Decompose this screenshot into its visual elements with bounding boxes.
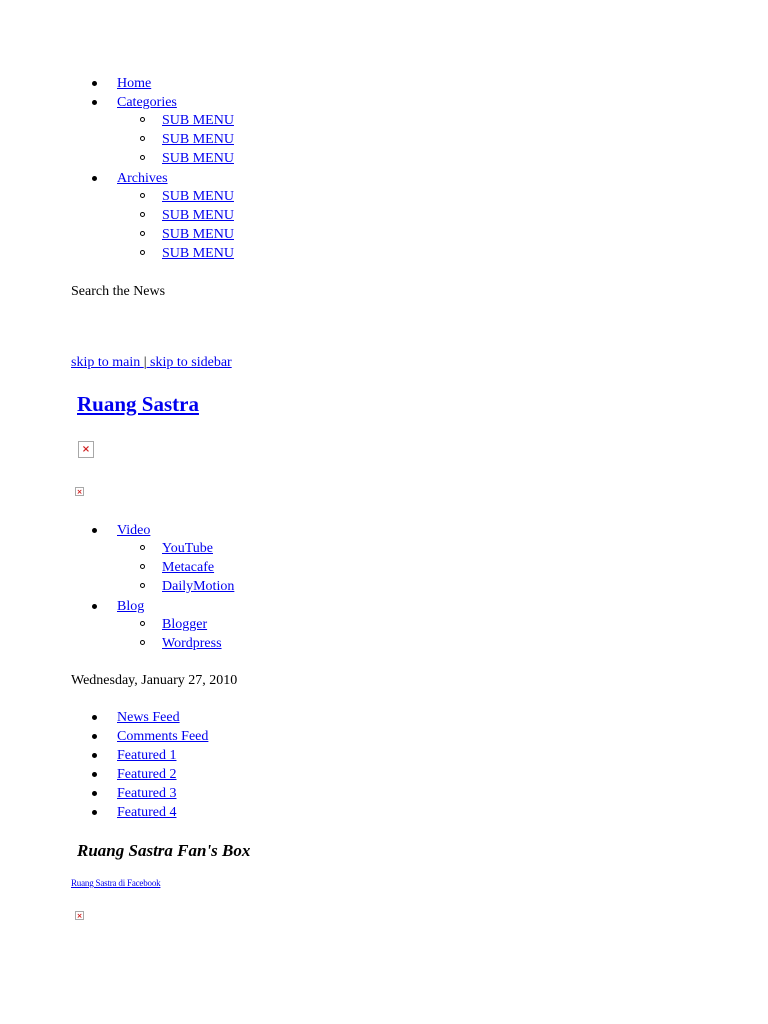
feed-link-comments[interactable]: Comments Feed: [117, 729, 209, 744]
bullet-icon: [92, 715, 97, 720]
circle-bullet-icon: [140, 545, 145, 550]
broken-image-icon: ×: [78, 441, 94, 458]
circle-bullet-icon: [140, 564, 145, 569]
nav-link-video[interactable]: Video: [117, 523, 151, 538]
circle-bullet-icon: [140, 136, 145, 141]
circle-bullet-icon: [140, 212, 145, 217]
skip-to-sidebar-link[interactable]: skip to sidebar: [146, 355, 232, 370]
fanbox-link-wrapper: [71, 877, 160, 889]
submenu-link[interactable]: SUB MENU: [162, 113, 234, 128]
search-label: Search the News: [71, 284, 166, 299]
circle-bullet-icon: [140, 583, 145, 588]
featured-link-4[interactable]: Featured 4: [117, 805, 177, 820]
submenu-link[interactable]: SUB MENU: [162, 132, 234, 147]
site-title-link[interactable]: Ruang Sastra: [77, 392, 199, 416]
submenu-link[interactable]: SUB MENU: [162, 189, 234, 204]
bullet-icon: [92, 772, 97, 777]
circle-bullet-icon: [140, 193, 145, 198]
skip-separator: |: [143, 355, 147, 370]
bullet-icon: [92, 604, 97, 609]
bullet-icon: [92, 753, 97, 758]
nav-link-archives[interactable]: Archives: [117, 171, 168, 186]
fanbox-heading: Ruang Sastra Fan's Box: [77, 841, 251, 860]
submenu-link[interactable]: SUB MENU: [162, 151, 234, 166]
circle-bullet-icon: [140, 250, 145, 255]
bullet-icon: [92, 734, 97, 739]
feed-link-news[interactable]: News Feed: [117, 710, 180, 725]
skip-links: [71, 353, 232, 372]
circle-bullet-icon: [140, 640, 145, 645]
submenu-link[interactable]: SUB MENU: [162, 208, 234, 223]
bullet-icon: [92, 81, 97, 86]
bullet-icon: [92, 528, 97, 533]
featured-link-2[interactable]: Featured 2: [117, 767, 177, 782]
date-header: Wednesday, January 27, 2010: [71, 673, 238, 688]
featured-link-3[interactable]: Featured 3: [117, 786, 177, 801]
nav-link-home[interactable]: Home: [117, 76, 152, 91]
submenu-link-metacafe[interactable]: Metacafe: [162, 560, 215, 575]
facebook-link[interactable]: Ruang Sastra di Facebook: [71, 878, 161, 888]
broken-image-icon: ×: [76, 912, 83, 920]
submenu-link[interactable]: SUB MENU: [162, 227, 234, 242]
site-title: [77, 391, 199, 417]
bullet-icon: [92, 176, 97, 181]
submenu-link-youtube[interactable]: YouTube: [162, 541, 213, 556]
nav-link-categories[interactable]: Categories: [117, 95, 177, 110]
submenu-link-wordpress[interactable]: Wordpress: [162, 636, 222, 651]
bullet-icon: [92, 100, 97, 105]
circle-bullet-icon: [140, 155, 145, 160]
submenu-link[interactable]: SUB MENU: [162, 246, 234, 261]
skip-to-main-link[interactable]: skip to main: [71, 355, 144, 370]
circle-bullet-icon: [140, 231, 145, 236]
broken-image-icon: ×: [76, 488, 83, 496]
submenu-link-dailymotion[interactable]: DailyMotion: [162, 579, 235, 594]
circle-bullet-icon: [140, 621, 145, 626]
circle-bullet-icon: [140, 117, 145, 122]
nav-link-blog[interactable]: Blog: [117, 599, 145, 614]
bullet-icon: [92, 810, 97, 815]
bullet-icon: [92, 791, 97, 796]
submenu-link-blogger[interactable]: Blogger: [162, 617, 208, 632]
featured-link-1[interactable]: Featured 1: [117, 748, 177, 763]
